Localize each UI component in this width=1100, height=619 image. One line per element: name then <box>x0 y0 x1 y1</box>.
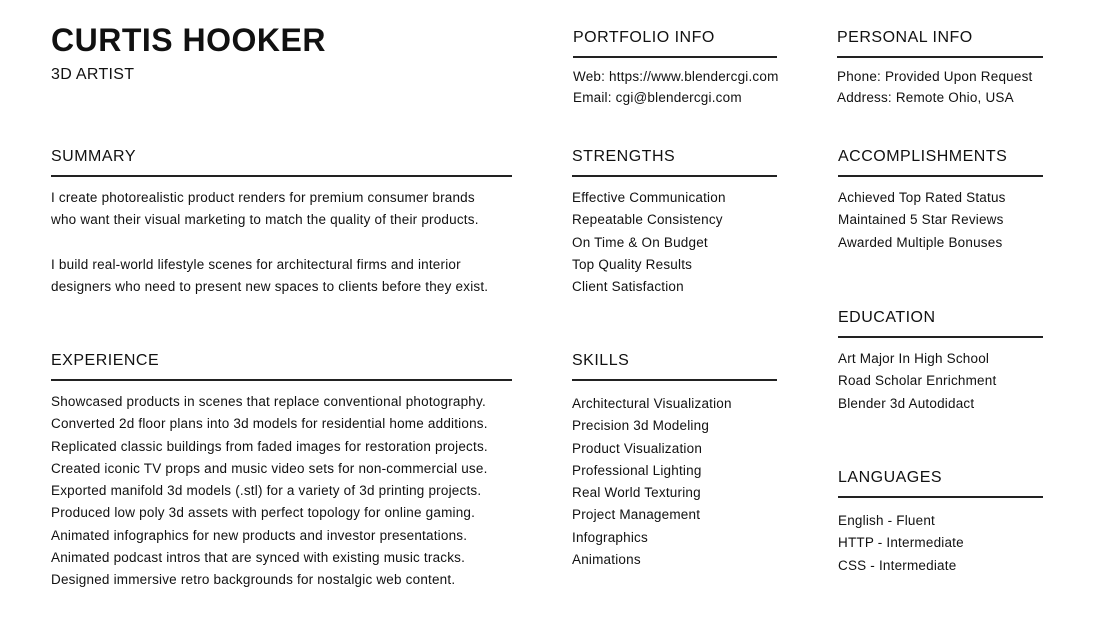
language-item: CSS - Intermediate <box>838 557 957 573</box>
experience-item: Designed immersive retro backgrounds for nostalgic web content. <box>51 572 456 588</box>
languages-section <box>838 468 1043 577</box>
experience-section <box>51 351 512 592</box>
portfolio-web: Web: https://www.blendercgi.com <box>573 69 779 84</box>
resume-name: CURTIS HOOKER <box>51 22 326 58</box>
experience-item: Exported manifold 3d models (.stl) for a variety of 3d printing projects. <box>51 483 482 499</box>
experience-rule <box>51 379 512 381</box>
education-title: EDUCATION <box>838 309 936 326</box>
strength-item: Top Quality Results <box>572 256 693 272</box>
experience-title: EXPERIENCE <box>51 352 160 369</box>
portfolio-email: Email: cgi@blendercgi.com <box>573 89 742 105</box>
accomplishment-item: Achieved Top Rated Status <box>838 190 1006 205</box>
skill-item: Architectural Visualization <box>572 396 732 411</box>
strengths-section <box>572 147 777 298</box>
summary-line: who want their visual marketing to match the quality of their products. <box>51 212 479 228</box>
summary-line: designers who need to present new spaces to clients before they exist. <box>51 279 489 295</box>
personal-address: Address: Remote Ohio, USA <box>837 89 1014 105</box>
portfolio-info-title: PORTFOLIO INFO <box>573 29 715 46</box>
skill-item: Precision 3d Modeling <box>572 418 710 434</box>
languages-title: LANGUAGES <box>838 469 943 486</box>
accomplishments-title: ACCOMPLISHMENTS <box>838 148 1008 165</box>
skill-item: Professional Lighting <box>572 462 702 478</box>
skills-rule <box>572 379 777 381</box>
experience-item: Animated infographics for new products and investor presentations. <box>51 527 468 543</box>
strengths-rule <box>572 175 777 177</box>
strength-item: Client Satisfaction <box>572 279 684 295</box>
skill-item: Infographics <box>572 529 648 545</box>
language-item: English - Fluent <box>838 513 935 528</box>
personal-info-title: PERSONAL INFO <box>837 29 973 46</box>
summary-line: I create photorealistic product renders for premium consumer brands <box>51 190 475 205</box>
education-rule <box>838 336 1043 338</box>
personal-info-section <box>837 28 1043 108</box>
accomplishments-rule <box>838 175 1043 177</box>
skill-item: Real World Texturing <box>572 485 701 501</box>
accomplishment-item: Maintained 5 Star Reviews <box>838 212 1004 228</box>
summary-section <box>51 147 512 298</box>
summary-line: I build real-world lifestyle scenes for architectural firms and interior <box>51 256 461 272</box>
strength-item: Repeatable Consistency <box>572 212 723 228</box>
experience-item: Converted 2d floor plans into 3d models for residential home additions. <box>51 416 488 432</box>
languages-rule <box>838 496 1043 498</box>
skills-section <box>572 351 777 571</box>
skill-item: Project Management <box>572 507 701 523</box>
personal-phone: Phone: Provided Upon Request <box>837 69 1033 84</box>
education-item: Blender 3d Autodidact <box>838 395 975 411</box>
strengths-title: STRENGTHS <box>572 148 676 165</box>
education-item: Road Scholar Enrichment <box>838 373 997 389</box>
experience-item: Produced low poly 3d assets with perfect topology for online gaming. <box>51 505 476 521</box>
experience-item: Animated podcast intros that are synced with existing music tracks. <box>51 550 466 566</box>
strength-item: On Time & On Budget <box>572 234 708 250</box>
summary-rule <box>51 175 512 177</box>
accomplishment-item: Awarded Multiple Bonuses <box>838 234 1003 250</box>
summary-title: SUMMARY <box>51 148 136 165</box>
strength-item: Effective Communication <box>572 190 726 205</box>
personal-info-rule <box>837 56 1043 58</box>
portfolio-info-rule <box>573 56 777 58</box>
paragraph-gap <box>51 232 512 254</box>
skills-title: SKILLS <box>572 352 630 369</box>
education-section <box>838 308 1043 415</box>
language-item: HTTP - Intermediate <box>838 535 964 551</box>
education-item: Art Major In High School <box>838 351 990 366</box>
skill-item: Animations <box>572 552 641 568</box>
skill-item: Product Visualization <box>572 440 703 456</box>
portfolio-info-section <box>573 28 777 108</box>
accomplishments-section <box>838 147 1043 254</box>
experience-item: Created iconic TV props and music video sets for non-commercial use. <box>51 460 488 476</box>
resume-role: 3D ARTIST <box>51 66 135 83</box>
experience-item: Replicated classic buildings from faded images for restoration projects. <box>51 438 488 454</box>
experience-item: Showcased products in scenes that replace conventional photography. <box>51 394 486 409</box>
